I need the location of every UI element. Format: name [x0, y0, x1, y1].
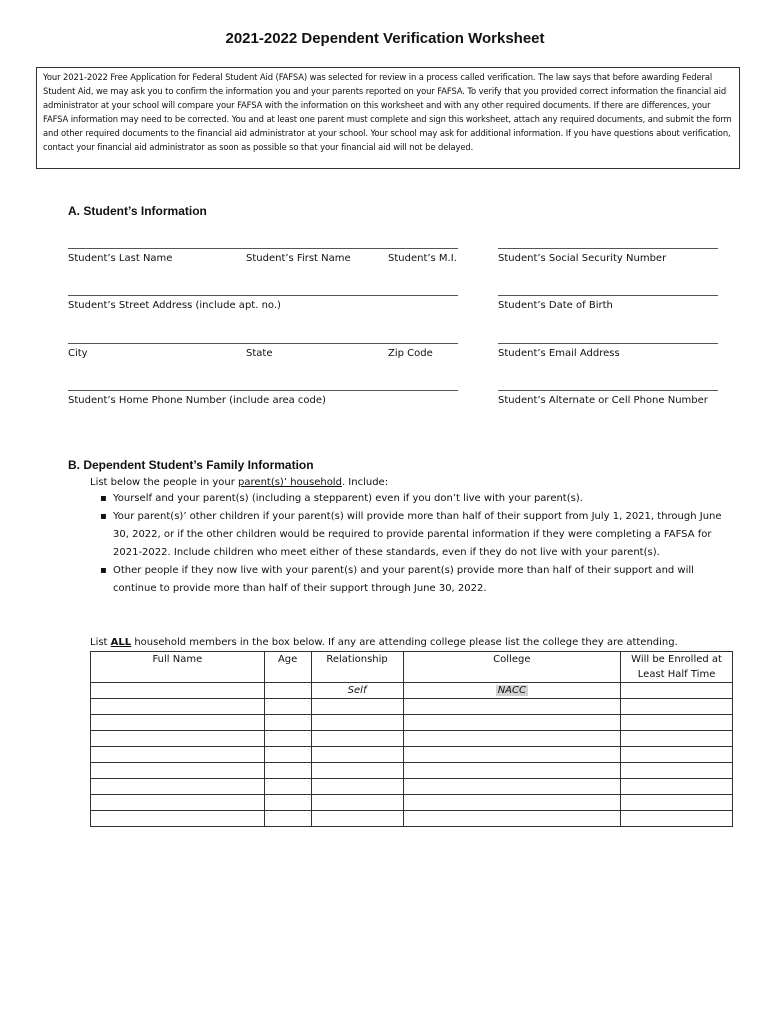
state-label: State — [246, 348, 273, 359]
household-instruction: List ALL household members in the box below. If any are attending college please list the college they are attending. — [90, 637, 678, 648]
col-header-enrolled: Will be Enrolled at Least Half Time — [621, 652, 733, 683]
table-row — [91, 779, 733, 795]
table-header-row — [91, 652, 733, 683]
last-name-label: Student’s Last Name — [68, 253, 173, 264]
col-header-college: College — [403, 652, 621, 683]
home-phone-line[interactable] — [68, 390, 458, 391]
table-row — [91, 699, 733, 715]
list-item: ▪ Yourself and your parent(s) (including a stepparent) even if you don’t live with your parent(s). — [100, 490, 740, 508]
section-b-intro: List below the people in your parent(s)’ household. Include: — [90, 477, 389, 488]
intro-box: Your 2021-2022 Free Application for Federal Student Aid (FAFSA) was selected for review in a process called verification. The law says that before awarding Federal Student Aid, we may ask you to confirm the information you and your parents reported on your FAFSA. To verify that you provided correct information the financial aid administrator at your school will compare your FAFSA with the information on this worksheet and with any other required documents. If there are differences, your FAFSA information may need to be corrected. You and at least one parent must complete and sign this worksheet, attach any required documents, and submit the form and other required documents to the financial aid administrator at your school. Your school may ask for additional information. If you have questions about verification, contact your financial aid administrator as soon as possible so that your financial aid will not be delayed. — [36, 67, 740, 169]
col-header-relationship: Relationship — [311, 652, 403, 683]
city-state-zip-line[interactable] — [68, 343, 458, 344]
enrolled-cell[interactable] — [621, 683, 733, 699]
list-item: ▪ Your parent(s)’ other children if your parent(s) will provide more than half of their support from July 1, 2021, through June 30, 2022, or if the other children would be required to provide parental information if they were completing a FAFSA for 2021-2022. Include children who meet either of these standards, even if they do not live with your parent(s). — [100, 508, 740, 562]
name-cell[interactable] — [91, 683, 265, 699]
table-row — [91, 683, 733, 699]
col-header-age: Age — [264, 652, 311, 683]
table-row — [91, 811, 733, 827]
ssn-label: Student’s Social Security Number — [498, 253, 667, 264]
home-phone-label: Student’s Home Phone Number (include area code) — [68, 395, 326, 406]
alt-phone-line[interactable] — [498, 390, 718, 391]
first-name-label: Student’s First Name — [246, 253, 351, 264]
alt-phone-label: Student’s Alternate or Cell Phone Number — [498, 395, 708, 406]
section-a-heading: A. Student’s Information — [68, 204, 207, 218]
email-label: Student’s Email Address — [498, 348, 620, 359]
relationship-cell[interactable]: Self — [311, 683, 403, 699]
age-cell[interactable] — [264, 683, 311, 699]
mi-label: Student’s M.I. — [388, 253, 457, 264]
table-row — [91, 747, 733, 763]
table-row — [91, 715, 733, 731]
address-label: Student’s Street Address (include apt. no.) — [68, 300, 281, 311]
table-row — [91, 731, 733, 747]
address-line[interactable] — [68, 295, 458, 296]
dob-line[interactable] — [498, 295, 718, 296]
household-link-text: parent(s)’ household — [238, 477, 342, 488]
col-header-full-name: Full Name — [91, 652, 265, 683]
name-line[interactable] — [68, 248, 458, 249]
list-item: ▪ Other people if they now live with your parent(s) and your parent(s) provide more than half of their support and will continue to provide more than half of their support through June 30, 2022. — [100, 562, 740, 598]
section-b-heading: B. Dependent Student’s Family Information — [68, 458, 314, 472]
page-title: 2021-2022 Dependent Verification Worksheet — [225, 30, 545, 47]
dob-label: Student’s Date of Birth — [498, 300, 613, 311]
household-table — [90, 651, 733, 827]
college-cell[interactable]: NACC — [403, 683, 621, 699]
table-row — [91, 763, 733, 779]
ssn-line[interactable] — [498, 248, 718, 249]
table-row — [91, 795, 733, 811]
city-label: City — [68, 348, 88, 359]
zip-label: Zip Code — [388, 348, 433, 359]
email-line[interactable] — [498, 343, 718, 344]
include-bullet-list — [100, 490, 740, 598]
